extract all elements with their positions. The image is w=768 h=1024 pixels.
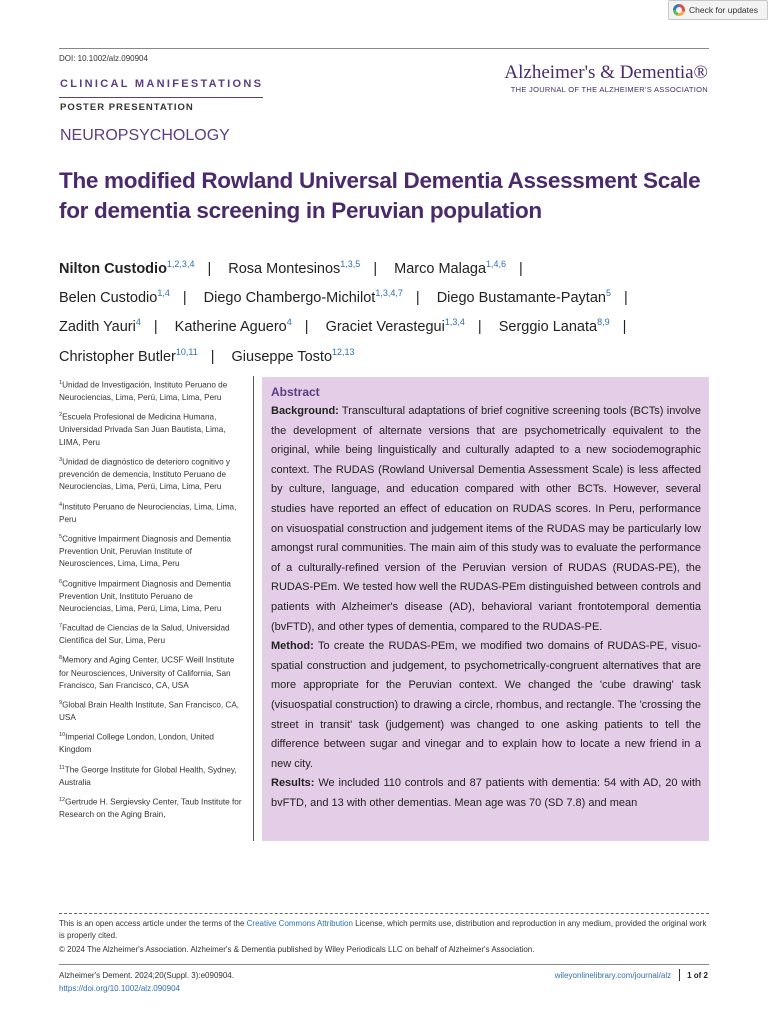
author-affiliation-ref[interactable]: 1,4 bbox=[157, 288, 170, 299]
author: Zadith Yauri$^4$ bbox=[59, 317, 141, 336]
author-affiliation-ref[interactable]: 1,3,5 bbox=[340, 259, 361, 269]
footer-divider bbox=[59, 913, 709, 914]
affiliation-item: $^{12}$Gertrude H. Sergievsky Center, Taub Institute for Research on the Aging Brain, bbox=[59, 797, 242, 820]
journal-name: Alzheimer's & Dementia® bbox=[504, 62, 708, 83]
affiliation-item: $^4$Instituto Peruano de Neurociencias, Lima, Lima, Peru bbox=[59, 501, 237, 524]
author: Nilton Custodio$^{1,2,3,4}$ bbox=[59, 259, 195, 277]
author-list: Nilton Custodio$^{1,2,3,4}$ | Rosa Montesinos$^{1,3,5}$ | Marco Malaga$^{1,4,6}$ | Belen Custodio$^{1,4}$ | Diego Chambergo-Michilot$^{1,3,4,7}$ | Diego Bustamante-Paytan$^5$ | Zadith Yauri$^4$ | Katherine Aguero$^4$ | Graciet Verastegui$^{1,3,4}$ | Serggio Lanata$^{8,9}$ | Christopher Butler$^{10,11}$ | Giuseppe Tosto$^{12,13}$ bbox=[59, 259, 628, 365]
author-affiliation-ref[interactable]: 5 bbox=[605, 288, 611, 299]
author: Rosa Montesinos$^{1,3,5}$ bbox=[228, 259, 361, 277]
author-affiliation-ref[interactable]: 1,3,4,7 bbox=[375, 288, 403, 299]
author: Marco Malaga$^{1,4,6}$ bbox=[394, 259, 507, 277]
author-affiliation-ref[interactable]: 4 bbox=[286, 317, 292, 328]
author-affiliation-ref[interactable]: 10,11 bbox=[175, 346, 198, 357]
author-affiliation-ref[interactable]: 1,4,6 bbox=[486, 259, 507, 269]
author: Diego Bustamante-Paytan$^5$ bbox=[436, 288, 611, 307]
author: Diego Chambergo-Michilot$^{1,3,4,7}$ bbox=[203, 288, 403, 307]
copyright: © 2024 The Alzheimer's Association. Alzheimer's & Dementia published by Wiley Periodicals LLC on behalf of Alzheimer's Association. bbox=[59, 945, 535, 954]
affiliation-item: $^7$Facultad de Ciencias de la Salud, Universidad Científica del Sur, Lima, Peru bbox=[59, 623, 230, 646]
affiliation-item: $^6$Cognitive Impairment Diagnosis and Dementia Prevention Unit, Instituto Peruano de Neurociencias, Lima, Perú, Lima, Lima, Peru bbox=[59, 578, 231, 613]
affiliation-item: $^5$Cognitive Impairment Diagnosis and Dementia Prevention Unit, Peruvian Institute of Neurosciences, Lima, Lima, Peru bbox=[59, 533, 231, 569]
abstract-method: Method: To create the RUDAS-PEm, we modified two domains of RUDAS-PE, visuo-spatial construction and judgement, to psychometrically-congruent alternatives that are more appropriate for the Peruvian context. We changed the 'cube drawing' task (visuospatial construction) to drawing a circle, rhombus, and rectangle. The 'crossing the street in transit' task (judgement) was changed to one asking patients to tell the difference between sugar and vinegar and to explain how to locate a new friend in a new city. bbox=[271, 640, 701, 770]
author-affiliation-ref[interactable]: 1,3,4 bbox=[444, 317, 465, 328]
author: Giuseppe Tosto$^{12,13}$ bbox=[231, 346, 355, 365]
presentation-type: POSTER PRESENTATION bbox=[60, 102, 194, 113]
abstract-background: Background: Transcultural adaptations of brief cognitive screening tools (BCTs) involve the development of alternate versions that are psychometrically equivalent to the original, while being linguistically and culturally adapted to a new sociodemographic context. The RUDAS (Rowland Universal Dementia Assessment Scale) is less affected by culture, language, and education compared with other BCTs. However, several studies have reported an effect of education on RUDAS scores. In Peru, performance on visuospatial construction and judgement items of the RUDAS may be particularly low amongst rural communities. The main aim of this study was to evaluate the performance of a culturally-refined version of the Peruvian version of RUDAS (RUDAS-PE), the RUDAS-PEm. We tested how well the RUDAS-PEm distinguished between controls and patients with Alzheimer's disease (AD), behavioral variant frontotemporal dementia (bvFTD), and other types of dementia, compared to the RUDAS-PE. bbox=[271, 405, 701, 633]
page-number: 1 of 2 bbox=[687, 970, 708, 980]
author: Serggio Lanata$^{8,9}$ bbox=[498, 317, 610, 336]
author: Graciet Verastegui$^{1,3,4}$ bbox=[325, 317, 465, 336]
abstract-results: Results: We included 110 controls and 87 patients with dementia: 54 with AD, 20 with bvFTD, and 13 with other dementias. Mean age was 70 (SD 7.8) and mean bbox=[271, 777, 701, 809]
section-rule bbox=[59, 97, 263, 98]
journal-url-link[interactable]: wileyonlinelibrary.com/journal/alz bbox=[554, 970, 672, 980]
footer-separator bbox=[679, 969, 680, 981]
author-affiliation-ref[interactable]: 1,2,3,4 bbox=[166, 259, 195, 269]
license-notice: This is an open access article under the terms of the Creative Commons Attribution License, which permits use, distribution and reproduction in any medium, provided the original work is properly cited. © 2024 The Alzheimer's Association. Alzheimer's & Dementia published by Wiley Periodicals LLC on behalf of Alzheimer's Association. bbox=[59, 918, 709, 959]
abstract-box bbox=[262, 377, 709, 841]
column-divider bbox=[253, 376, 254, 841]
doi-header: DOI: 10.1002/alz.090904 bbox=[59, 54, 148, 63]
abstract-heading: Abstract bbox=[271, 385, 320, 399]
doi-link[interactable]: https://doi.org/10.1002/alz.090904 bbox=[59, 984, 180, 993]
subsection-label: NEUROPSYCHOLOGY bbox=[60, 127, 230, 144]
author: Christopher Butler$^{10,11}$ bbox=[59, 346, 198, 365]
affiliations bbox=[59, 377, 244, 826]
author-affiliation-ref[interactable]: 8,9 bbox=[597, 317, 610, 328]
author-affiliation-ref[interactable]: 4 bbox=[135, 317, 141, 328]
author: Belen Custodio$^{1,4}$ bbox=[59, 288, 170, 307]
citation: Alzheimer's Dement. 2024;20(Suppl. 3):e090904. https://doi.org/10.1002/alz.090904 bbox=[59, 971, 234, 993]
author-affiliation-ref[interactable]: 12,13 bbox=[332, 346, 355, 357]
cc-license-link[interactable]: Creative Commons Attribution bbox=[246, 919, 353, 928]
affiliation-item: $^{10}$Imperial College London, London, United Kingdom bbox=[59, 732, 214, 755]
affiliation-item: $^1$Unidad de Investigación, Instituto Peruano de Neurociencias, Lima, Perú, Lima, Lima, Peru bbox=[59, 380, 228, 403]
journal-logo bbox=[504, 62, 708, 94]
crossmark-icon bbox=[673, 4, 685, 16]
affiliation-item: $^9$Global Brain Health Institute, San Francisco, CA, USA bbox=[59, 700, 240, 723]
affiliation-item: $^3$Unidad de diagnóstico de deterioro cognitivo y prevención de demencia, Instituto Peruano de Neurociencias, Lima, Perú, Lima, Lima, Peru bbox=[59, 456, 231, 492]
journal-subtitle: THE JOURNAL OF THE ALZHEIMER'S ASSOCIATION bbox=[510, 85, 708, 94]
affiliation-item: $^2$Escuela Profesional de Medicina Humana, Universidad Privada San Juan Bautista, Lima, LIMA, Peru bbox=[59, 412, 226, 447]
check-for-updates-button[interactable] bbox=[668, 0, 768, 20]
header-rule bbox=[59, 48, 709, 49]
affiliation-item: $^8$Memory and Aging Center, UCSF Weill Institute for Neurosciences, University of California, San Francisco, San Francisco, CA, USA bbox=[59, 655, 235, 690]
page-footer-right bbox=[555, 969, 708, 981]
check-updates-label: Check for updates bbox=[689, 5, 758, 15]
section-label: CLINICAL MANIFESTATIONS bbox=[60, 78, 264, 90]
bottom-rule bbox=[59, 964, 709, 965]
article-title: The modified Rowland Universal Dementia Assessment Scale for dementia screening in Peruvian population bbox=[59, 168, 701, 223]
affiliation-item: $^{11}$The George Institute for Global Health, Sydney, Australia bbox=[59, 764, 237, 787]
author: Katherine Aguero$^4$ bbox=[174, 317, 292, 336]
